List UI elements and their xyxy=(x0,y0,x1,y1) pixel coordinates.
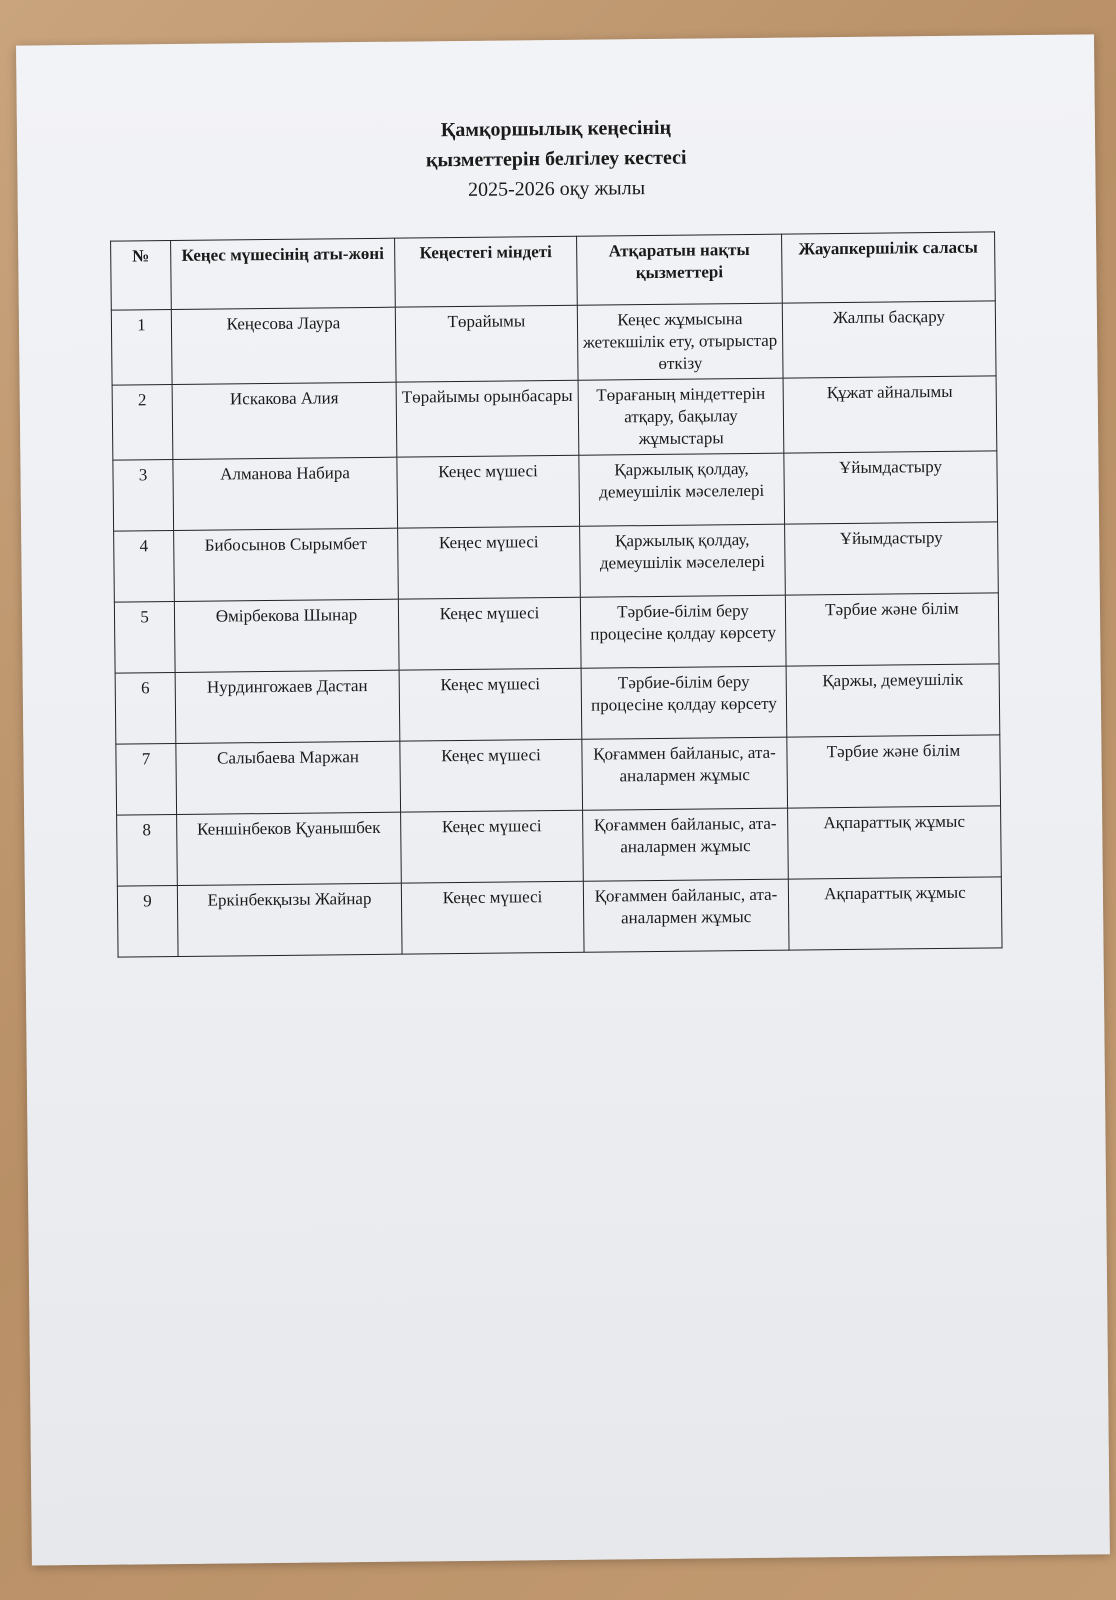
header-role: Кеңестегі міндеті xyxy=(395,236,578,307)
cell-duties: Кеңес жұмысына жетекшілік ету, отырыстар өткізу xyxy=(577,303,783,380)
header-responsibility-area: Жауапкершілік саласы xyxy=(782,232,996,303)
cell-duties: Төрағаның міндеттерін атқару, бақылау жұмыстары xyxy=(578,378,784,455)
cell-duties: Тәрбие-білім беру процесіне қолдау көрсету xyxy=(581,666,787,739)
document-header xyxy=(17,108,1096,209)
table-row xyxy=(113,451,998,531)
table-row xyxy=(117,877,1002,957)
cell-responsibility-area: Тәрбие және білім xyxy=(787,735,1001,808)
cell-member-name: Кеңесова Лаура xyxy=(171,307,396,384)
header-member-name: Кеңес мүшесінің аты-жөні xyxy=(171,238,396,309)
cell-number: 9 xyxy=(117,886,178,958)
cell-member-name: Еркінбекқызы Жайнар xyxy=(177,883,402,956)
cell-duties: Қоғаммен байланыс, ата-аналармен жұмыс xyxy=(583,879,789,952)
cell-member-name: Кеншінбеков Қуанышбек xyxy=(177,812,402,885)
cell-responsibility-area: Ақпараттық жұмыс xyxy=(788,806,1002,879)
cell-member-name: Салыбаева Маржан xyxy=(176,741,401,814)
cell-responsibility-area: Ақпараттық жұмыс xyxy=(788,877,1002,950)
cell-duties: Қаржылық қолдау, демеушілік мәселелері xyxy=(579,453,785,526)
cell-role: Кеңес мүшесі xyxy=(398,597,581,670)
cell-duties: Қоғаммен байланыс, ата-аналармен жұмыс xyxy=(582,737,788,810)
cell-number: 1 xyxy=(111,310,172,386)
cell-number: 2 xyxy=(112,385,173,461)
cell-number: 4 xyxy=(114,531,175,603)
table-row xyxy=(116,735,1001,815)
cell-number: 3 xyxy=(113,460,174,532)
table-row xyxy=(115,664,1000,744)
cell-member-name: Бибосынов Сырымбет xyxy=(174,528,399,601)
cell-member-name: Өмірбекова Шынар xyxy=(174,599,399,672)
cell-responsibility-area: Жалпы басқару xyxy=(782,301,996,378)
cell-role: Кеңес мүшесі xyxy=(401,810,584,883)
document-title-line2: қызметтерін белгілеу кестесі xyxy=(425,146,687,172)
cell-number: 7 xyxy=(116,744,177,816)
cell-responsibility-area: Құжат айналымы xyxy=(783,376,997,453)
table-row xyxy=(112,376,997,460)
table-row xyxy=(114,593,999,673)
cell-duties: Қоғаммен байланыс, ата-аналармен жұмыс xyxy=(583,808,789,881)
cell-member-name: Нурдингожаев Дастан xyxy=(175,670,400,743)
cell-role: Кеңес мүшесі xyxy=(400,739,583,812)
cell-role: Кеңес мүшесі xyxy=(398,526,581,599)
cell-role: Төрайымы орынбасары xyxy=(396,380,579,457)
table-row xyxy=(114,522,999,602)
cell-responsibility-area: Ұйымдастыру xyxy=(785,522,999,595)
cell-role: Кеңес мүшесі xyxy=(397,455,580,528)
cell-role: Кеңес мүшесі xyxy=(399,668,582,741)
cell-member-name: Алманова Набира xyxy=(173,457,398,530)
document-title-line1: Қамқоршылық кеңесінің xyxy=(440,116,672,142)
cell-duties: Қаржылық қолдау, демеушілік мәселелері xyxy=(580,524,786,597)
cell-member-name: Искакова Алия xyxy=(172,382,397,459)
header-number: № xyxy=(111,241,172,311)
cell-role: Төрайымы xyxy=(395,305,578,382)
table-header-row xyxy=(111,232,996,310)
cell-number: 8 xyxy=(117,815,178,887)
cell-responsibility-area: Ұйымдастыру xyxy=(784,451,998,524)
table-row xyxy=(111,301,996,385)
cell-responsibility-area: Тәрбие және білім xyxy=(785,593,999,666)
cell-duties: Тәрбие-білім беру процесіне қолдау көрсету xyxy=(580,595,786,668)
document-subtitle: 2025-2026 оқу жылы xyxy=(467,177,646,201)
duties-table xyxy=(110,231,1002,957)
table-row xyxy=(117,806,1002,886)
cell-role: Кеңес мүшесі xyxy=(401,881,584,954)
cell-responsibility-area: Қаржы, демеушілік xyxy=(786,664,1000,737)
header-duties: Атқаратын нақты қызметтері xyxy=(577,234,783,305)
cell-number: 5 xyxy=(114,602,175,674)
cell-number: 6 xyxy=(115,673,176,745)
document-page xyxy=(16,34,1110,1565)
